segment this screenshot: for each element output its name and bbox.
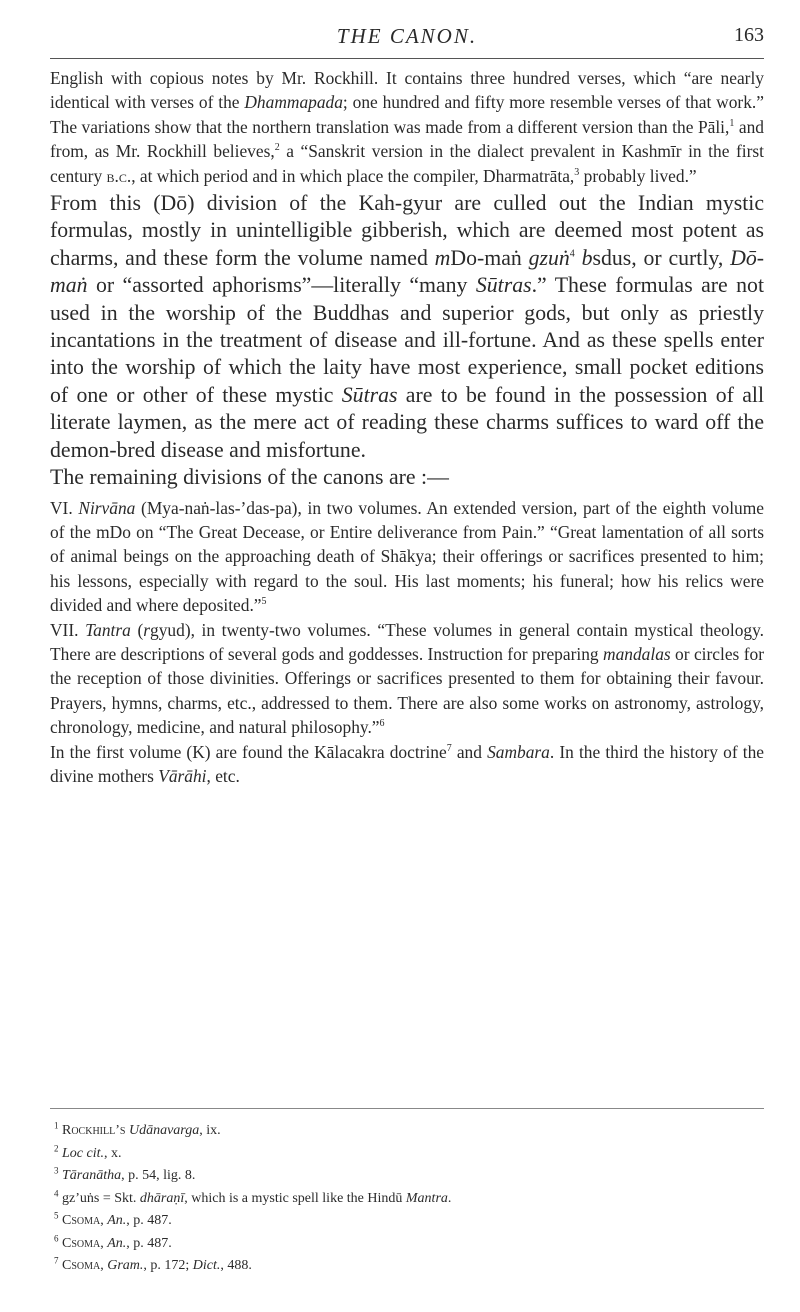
paragraph-nirvana: VI. Nirvāna (Mya-naṅ-las-’das-pa), in two volumes. An extended version, part of the eighth volume of the mDo on “The Great Decease, or Entire deliverance from Pain.” “Great lamentation of all sorts of animal beings on the approaching death of Shākya; their offerings or sacrifices presented to him; his lessons, especially with regard to the soul. His last moments; his funeral; how his relics were divided and where deposited.”$^5$: [50, 497, 764, 616]
footnote-number: 7: [54, 1255, 59, 1266]
footnote-text: , p. 487.: [126, 1235, 172, 1251]
footnote-number: 3: [54, 1165, 59, 1176]
paragraph-dhammapada-note: English with copious notes by Mr. Rockhill. It contains three hundred verses, which “are nearly identical with verses of the Dhammapada; one hundred and fifty more resemble verses of that work.” The variations show that the northern translation was made from a different version than the Pāli,$^1$ and from, as Mr. Rockhill believes,$^2$ a “Sanskrit version in the dialect prevalent in Kashmīr in the first century b.c., at which period and in which place the compiler, Dharmatrāta,$^3$ probably lived.”: [50, 68, 764, 186]
footnote-text: gz’uṅs = Skt.: [62, 1190, 140, 1206]
footnote-text: ,: [100, 1258, 108, 1273]
footnote-item: [50, 1210, 764, 1233]
footnote-ref[interactable]: 4: [569, 248, 575, 260]
footnote-text: Loc cit.: [62, 1145, 104, 1161]
footnote-text: , 488.: [220, 1258, 252, 1273]
footnote-ref[interactable]: 3: [574, 166, 580, 178]
footnote-item: [50, 1188, 764, 1211]
footnote-number: 2: [54, 1142, 59, 1153]
footnote-text: ,: [100, 1235, 108, 1251]
paragraph-remaining-divisions: The remaining divisions of the canons are :—: [50, 465, 449, 490]
paragraph-kalacakra: In the first volume (K) are found the Kālacakra doctrine$^7$ and Sambara. In the third the history of the divine mothers Vārāhi, etc.: [50, 741, 764, 786]
footnote-text: , p. 54, lig. 8.: [121, 1168, 196, 1183]
page-number: 163: [734, 24, 764, 46]
footnote-text: , which is a mystic spell like the Hindū: [184, 1190, 406, 1206]
body-text: [50, 66, 764, 788]
footnote-item: [50, 1143, 764, 1166]
footnote-text: Csoma: [62, 1213, 101, 1228]
footnote-text: Rockhill’s: [62, 1123, 129, 1138]
footnote-text: Mantra: [405, 1190, 448, 1206]
footnote-text: Dict.: [192, 1258, 221, 1273]
footnote-text: Udānavarga: [128, 1123, 200, 1138]
running-head: THE CANON.: [336, 24, 478, 48]
paragraph-mystic-formulas: From this (Dō) division of the Kah-gyur are culled out the Indian mystic formulas, mostly in unintelligible gibberish, which are deemed most potent as charms, and these form the volume named mDo-maṅ gzuṅ$^4$ bsdus, or curtly, Dō-maṅ or “assorted aphorisms”—literally “many Sūtras.” These formulas are not used in the worship of the Buddhas and superior gods, but only as priestly incantations in the treatment of disease and ill-fortune. And as these spells enter into the worship of which the laity have most experience, small pocket editions of one or other of these mystic Sūtras are to be found in the possession of all literate laymen, as the mere act of reading these charms suffices to ward off the demon-bred disease and misfortune.: [50, 191, 765, 462]
footnote-ref[interactable]: 7: [446, 742, 452, 754]
footnote-text: , p. 172;: [143, 1258, 193, 1273]
header-rule: [50, 58, 764, 59]
footnote-text: An.: [107, 1213, 127, 1228]
footnotes: [50, 1120, 764, 1278]
footnote-item: [50, 1233, 764, 1256]
footnote-ref[interactable]: 5: [261, 596, 267, 608]
footnote-text: .: [447, 1190, 452, 1206]
page-header: [50, 22, 764, 52]
footnote-text: Gram.: [107, 1258, 144, 1273]
footnote-text: Csoma: [62, 1235, 101, 1251]
footnote-item: [50, 1120, 764, 1143]
footnote-number: 4: [54, 1187, 59, 1198]
footnote-rule: [50, 1108, 764, 1109]
footnote-item: [50, 1255, 764, 1278]
footnote-text: An.: [107, 1235, 127, 1251]
footnote-text: , ix.: [199, 1123, 221, 1138]
footnote-item: [50, 1165, 764, 1188]
paragraph-tantra: VII. Tantra (rgyud), in twenty-two volumes. “These volumes in general contain mystical theology. There are descriptions of several gods and goddesses. Instruction for preparing mandalas or circles for the reception of those divinities. Offerings or sacrifices presented to them for obtaining their favour. Prayers, hymns, charms, etc., addressed to them. There are also some works on astronomy, astrology, chronology, medicine, and natural philosophy.”$^6$: [50, 619, 764, 738]
footnote-text: dhāraṇī: [139, 1190, 185, 1206]
footnote-number: 5: [54, 1210, 59, 1221]
book-page: [50, 0, 764, 1312]
footnote-ref[interactable]: 1: [729, 118, 735, 130]
footnote-ref[interactable]: 2: [274, 142, 280, 154]
footnote-text: ,: [100, 1213, 108, 1228]
footnote-number: 6: [54, 1232, 59, 1243]
footnote-number: 1: [54, 1120, 59, 1131]
footnote-text: , p. 487.: [126, 1213, 172, 1228]
footnote-ref[interactable]: 6: [379, 718, 385, 730]
footnote-text: , x.: [104, 1145, 122, 1161]
footnote-text: Tāranātha: [62, 1168, 122, 1183]
footnote-text: Csoma: [62, 1258, 101, 1273]
